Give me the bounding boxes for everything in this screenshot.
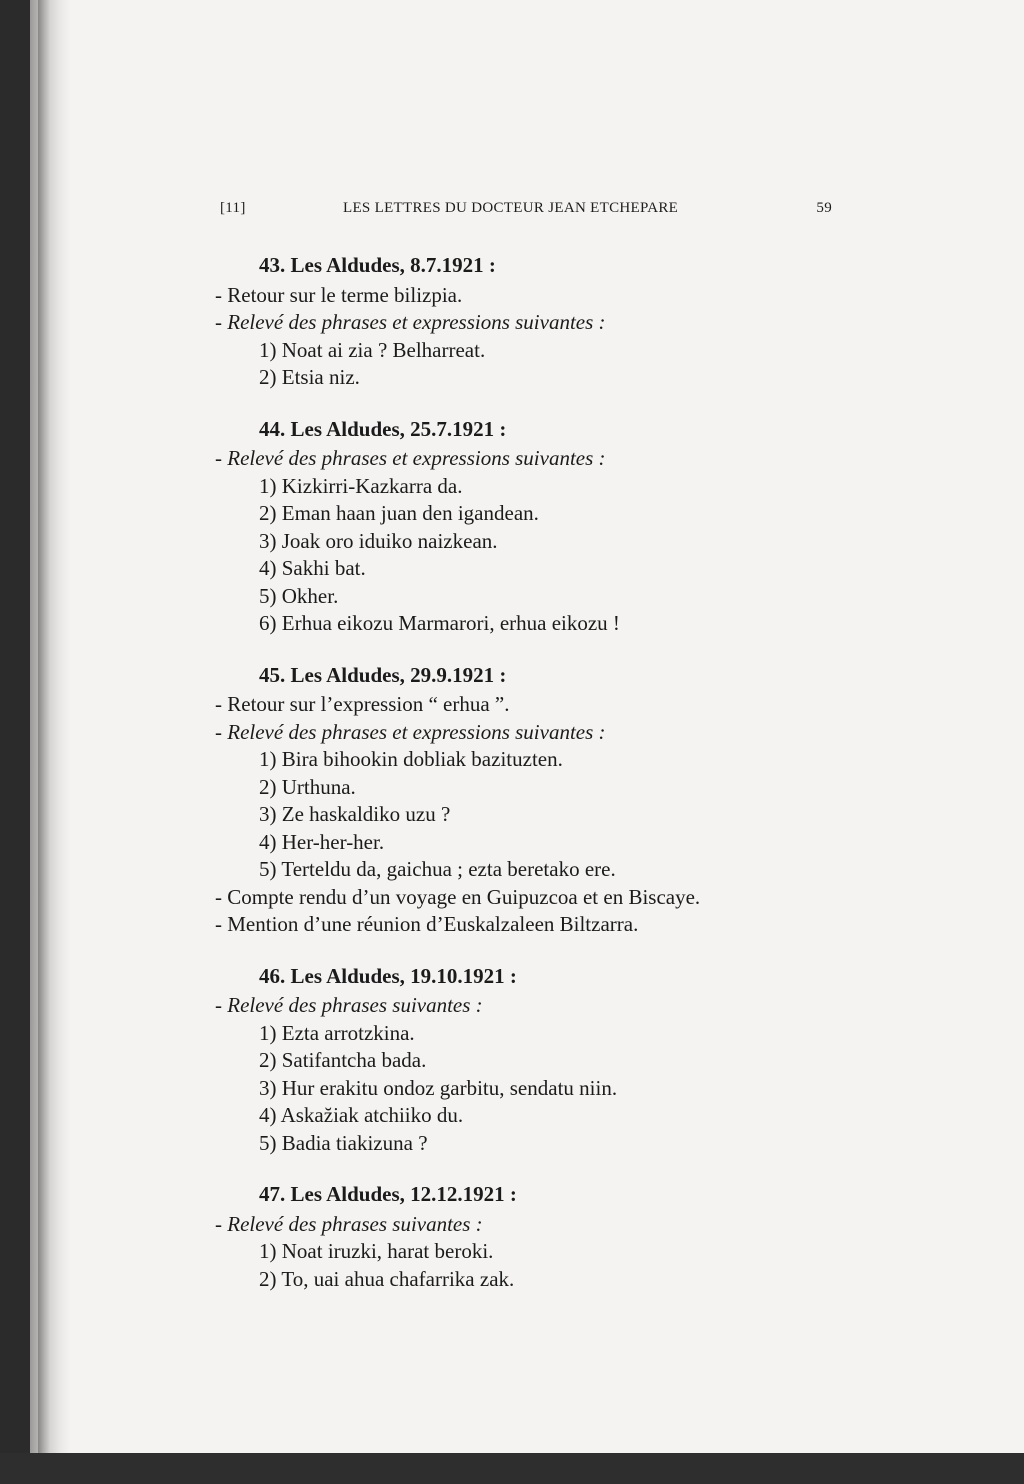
phrase-item: 1) Ezta arrotzkina. [259, 1020, 415, 1045]
entry-note: - Retour sur le terme bilizpia. [215, 282, 463, 307]
entry-note: - Mention d’une réunion d’Euskalzaleen Biltzarra. [215, 912, 639, 936]
phrase-item: 6) Erhua eikozu Marmarori, erhua eikozu ! [259, 611, 620, 635]
phrase-item: 2) Satifantcha bada. [259, 1048, 427, 1072]
entry-note: - Compte rendu d’un voyage en Guipuzcoa et en Biscaye. [215, 884, 701, 909]
phrase-item: 1) Noat iruzki, harat beroki. [259, 1239, 494, 1263]
entry-heading: 47. Les Aldudes, 12.12.1921 : [259, 1182, 517, 1206]
relevé-note: - Relevé des phrases et expressions suivantes : [215, 310, 606, 334]
phrase-item: 5) Terteldu da, gaichua ; ezta beretako ere. [259, 857, 616, 881]
phrase-item: 1) Bira bihookin dobliak bazituzten. [259, 747, 563, 771]
running-header [220, 200, 832, 220]
page-edge [38, 0, 50, 1484]
phrase-item: 3) Hur erakitu ondoz garbitu, sendatu niin. [259, 1075, 618, 1100]
text-column [215, 252, 840, 1293]
phrase-item: 2) Etsia niz. [259, 365, 360, 389]
running-title: LES LETTRES DU DOCTEUR JEAN ETCHEPARE [343, 200, 679, 216]
letter-entry [215, 1181, 840, 1293]
page-number: 59 [816, 200, 832, 216]
entry-heading: 45. Les Aldudes, 29.9.1921 : [259, 662, 507, 687]
phrase-item: 5) Okher. [259, 583, 339, 608]
letter-entry [215, 252, 840, 392]
section-folio: [11] [220, 200, 246, 216]
scanner-background [0, 1453, 1024, 1484]
letter-entry [215, 662, 840, 939]
phrase-item: 2) To, uai ahua chafarrika zak. [259, 1266, 515, 1291]
phrase-item: 3) Joak oro iduiko naizkean. [259, 528, 498, 553]
binding-shadow [30, 0, 70, 1484]
relevé-note: - Relevé des phrases suivantes : [215, 1211, 483, 1236]
relevé-note: - Relevé des phrases et expressions suivantes : [215, 719, 606, 744]
phrase-item: 1) Noat ai zia ? Belharreat. [259, 337, 486, 362]
phrase-item: 2) Eman haan juan den igandean. [259, 501, 539, 525]
letter-entry [215, 416, 840, 638]
phrase-item: 1) Kizkirri-Kazkarra da. [259, 473, 463, 498]
phrase-item: 2) Urthuna. [259, 774, 356, 799]
phrase-item: 5) Badia tiakizuna ? [259, 1130, 428, 1155]
relevé-note: - Relevé des phrases suivantes : [215, 993, 483, 1017]
entry-heading: 44. Les Aldudes, 25.7.1921 : [259, 416, 507, 441]
phrase-item: 4) Her-her-her. [259, 829, 385, 854]
phrase-item: 4) Askaz̆iak atchiiko du. [259, 1103, 464, 1127]
relevé-note: - Relevé des phrases et expressions suivantes : [215, 446, 606, 470]
letter-entry [215, 963, 840, 1158]
phrase-item: 4) Sakhi bat. [259, 556, 366, 580]
entry-note: - Retour sur l’expression “ erhua ”. [215, 692, 510, 716]
phrase-item: 3) Ze haskaldiko uzu ? [259, 802, 451, 826]
entry-heading: 46. Les Aldudes, 19.10.1921 : [259, 963, 517, 988]
entry-heading: 43. Les Aldudes, 8.7.1921 : [259, 253, 496, 277]
